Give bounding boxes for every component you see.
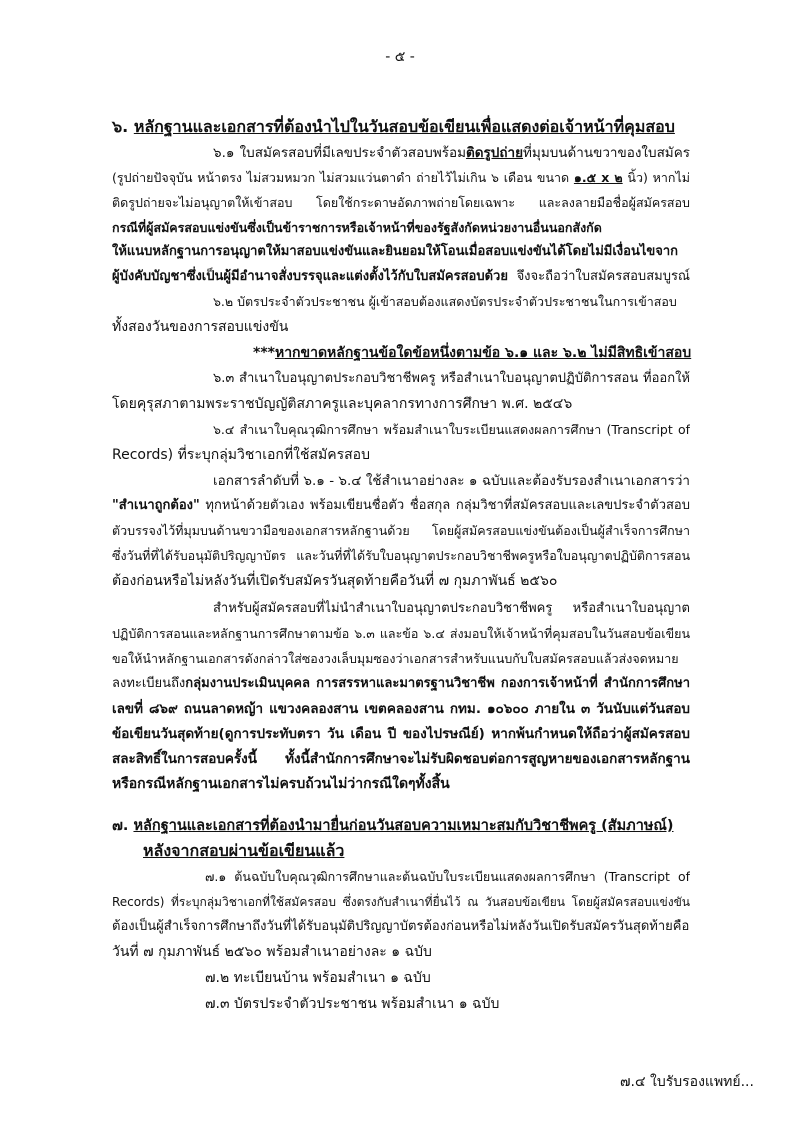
emphasized-text: "สำเนาถูกต้อง" xyxy=(112,498,200,513)
text-segment: นิ้ว) หากไม่ xyxy=(622,170,690,185)
text-line xyxy=(205,865,690,889)
continuation-footer: ๗.๔ ใบรับรองแพทย์... xyxy=(620,1074,754,1090)
text-segment: Records) ที่ระบุกลุ่มวิชาเอกที่ใช้สมัครสอบ ซึ่งตรงกับสำเนาที่ยื่นไว้ ณ วันสอบข้อเขียน โดยผู้สมัครสอบแข่งขัน xyxy=(112,895,690,909)
emphasized-text: หลังจากสอบผ่านข้อเขียนแล้ว xyxy=(143,841,345,860)
emphasized-text: ๖. xyxy=(112,117,134,136)
text-line xyxy=(112,544,690,568)
text-line xyxy=(213,418,690,442)
text-line xyxy=(112,494,690,518)
emphasized-text: กลุ่มงานประเมินบุคคล การสรรหาและมาตรฐานวิชาชีพ กองการเจ้าหน้าที่ สำนักการศึกษา xyxy=(185,676,690,691)
section-heading-line xyxy=(112,115,690,139)
text-segment: ต้องก่อนหรือไม่หลังวันที่เปิดรับสมัครวันสุดท้ายคือวันที่ ๗ กุมภาพันธ์ ๒๕๖๐ xyxy=(112,573,558,589)
text-line xyxy=(112,191,690,215)
text-segment: ๖.๔ สำเนาใบคุณวุฒิการศึกษา พร้อมสำเนาใบระเบียนแสดงผลการศึกษา (Transcript of xyxy=(213,422,690,437)
text-line xyxy=(112,519,690,543)
text-line xyxy=(112,915,690,939)
emphasized-text: หากขาดหลักฐานข้อใดข้อหนึ่งตามข้อ ๖.๑ และ ๖.๒ ไม่มีสิทธิเข้าสอบ xyxy=(274,345,692,361)
text-segment: ๖.๒ บัตรประจำตัวประชาชน ผู้เข้าสอบต้องแสดงบัตรประจำตัวประชาชนในการเข้าสอบ xyxy=(213,294,677,309)
text-line xyxy=(112,315,690,339)
text-line xyxy=(112,672,690,696)
text-line xyxy=(213,290,690,314)
text-line xyxy=(112,647,690,671)
text-line xyxy=(205,966,690,990)
emphasized-text: สละสิทธิ์ในการสอบครั้งนี้ ทั้งนี้สำนักการศึกษาจะไม่รับผิดชอบต่อการสูญหายของเอกสารหลักฐาน xyxy=(112,751,690,767)
text-line xyxy=(112,443,690,467)
emphasized-text: ๑.๕ x ๒ xyxy=(573,170,623,185)
text-segment: เอกสารลำดับที่ ๖.๑ - ๖.๔ ใช้สำเนาอย่างละ ๑ ฉบับและต้องรับรองสำเนาเอกสารว่า xyxy=(213,473,690,489)
text-segment: ซึ่งวันที่ที่ได้รับอนุมัติปริญญาบัตร และวันที่ที่ได้รับใบอนุญาตประกอบวิชาชีพครูหรือใบอนุญาตปฏิบัติการสอน xyxy=(112,548,690,563)
page-number: - ๕ - xyxy=(385,49,415,65)
text-segment: ทั้งสองวันของการสอบแข่งขัน xyxy=(112,319,289,335)
text-segment: ๗.๓ บัตรประจำตัวประชาชน พร้อมสำเนา ๑ ฉบับ xyxy=(205,996,500,1012)
text-line xyxy=(213,367,690,391)
emphasized-text: หรือกรณีหลักฐานเอกสารไม่ครบถ้วนไม่ว่ากรณีใดๆทั้งสิ้น xyxy=(112,776,450,792)
text-line xyxy=(253,341,690,365)
text-segment: ๗.๒ ทะเบียนบ้าน พร้อมสำเนา ๑ ฉบับ xyxy=(205,970,431,986)
text-segment: ตัวบรรจงไว้ที่มุมบนด้านขวามือของเอกสารหลักฐานด้วย โดยผู้สมัครสอบแข่งขันต้องเป็นผู้สำเร็จการศึกษา xyxy=(112,523,690,538)
text-line xyxy=(112,166,690,190)
text-line xyxy=(112,940,690,964)
text-segment: ติดรูปถ่ายจะไม่อนุญาตให้เข้าสอบ โดยใช้กระดาษอัดภาพถ่ายโดยเฉพาะ และลงลายมือชื่อผู้สมัครสอบ xyxy=(112,195,690,210)
text-segment: ต้องเป็นผู้สำเร็จการศึกษาถึงวันที่ได้รับอนุมัติปริญญาบัตรต้องก่อนหรือไม่หลังวันเปิดรับสมัครวันสุดท้ายคือ xyxy=(112,919,690,934)
text-segment: ๖.๑ ใบสมัครสอบที่มีเลขประจำตัวสอบพร้อม xyxy=(213,145,466,161)
text-segment: จึงจะถือว่าใบสมัครสอบสมบูรณ์ xyxy=(507,269,690,284)
emphasized-text: กรณีที่ผู้สมัครสอบแข่งขันซึ่งเป็นข้าราชการหรือเจ้าหน้าที่ของรัฐสังกัดหน่วยงานอื่นนอกสังกัด xyxy=(112,220,602,235)
text-line xyxy=(112,772,690,796)
emphasized-text: ติดรูปถ่าย xyxy=(465,145,524,161)
text-line xyxy=(213,469,690,493)
text-segment: สำหรับผู้สมัครสอบที่ไม่นำสำเนาใบอนุญาตประกอบวิชาชีพครู หรือสำเนาใบอนุญาต xyxy=(213,601,690,616)
text-line xyxy=(112,240,690,264)
text-segment: ทุกหน้าด้วยตัวเอง พร้อมเขียนชื่อตัว ชื่อสกุล กลุ่มวิชาที่สมัครสอบและเลขประจำตัวสอบ xyxy=(199,498,690,513)
emphasized-text: เลขที่ ๘๖๙ ถนนลาดหญ้า แขวงคลองสาน เขตคลองสาน กทม. ๑๐๖๐๐ ภายใน ๓ วันนับแต่วันสอบ xyxy=(112,701,690,717)
text-line xyxy=(205,992,690,1016)
text-line xyxy=(112,265,690,289)
emphasized-text: *** xyxy=(253,345,275,361)
text-segment: ๖.๓ สำเนาใบอนุญาตประกอบวิชาชีพครู หรือสำเนาใบอนุญาตปฏิบัติการสอน ที่ออกให้ xyxy=(213,371,690,386)
text-line xyxy=(112,569,690,593)
emphasized-text: หลักฐานและเอกสารที่ต้องนำไปในวันสอบข้อเขียนเพื่อแสดงต่อเจ้าหน้าที่คุมสอบ xyxy=(133,117,675,136)
text-segment: ๗.๑ ต้นฉบับใบคุณวุฒิการศึกษาและต้นฉบับใบระเบียนแสดงผลการศึกษา (Transcript of xyxy=(205,869,690,884)
text-segment: ขอให้นำหลักฐานเอกสารดังกล่าวใส่ซองวงเล็บมุมซองว่าเอกสารสำหรับแนบกับใบสมัครสอบแล้วส่งจดหมาย xyxy=(112,651,679,666)
text-segment: ปฏิบัติการสอนและหลักฐานการศึกษาตามข้อ ๖.๓ และข้อ ๖.๔ ส่งมอบให้เจ้าหน้าที่คุมสอบในวันสอบข้อเขียน xyxy=(112,626,690,641)
emphasized-text: ให้แนบหลักฐานการอนุญาตให้มาสอบแข่งขันและยินยอมให้โอนเมื่อสอบแข่งขันได้โดยไม่มีเงื่อนไขจาก xyxy=(112,244,679,259)
text-segment: Records) ที่ระบุกลุ่มวิชาเอกที่ใช้สมัครสอบ xyxy=(112,447,370,463)
emphasized-text: ๗. xyxy=(112,818,134,834)
text-line xyxy=(213,141,690,165)
text-line xyxy=(112,697,690,721)
emphasized-text: ข้อเขียนวันสุดท้าย(ดูการประทับตรา วัน เดือน ปี ของไปรษณีย์) หากพ้นกำหนดให้ถือว่าผู้สมัครสอบ xyxy=(112,726,690,742)
text-segment: ที่มุมบนด้านขวาของใบสมัคร xyxy=(523,145,690,161)
section-heading-line xyxy=(143,839,690,863)
text-line xyxy=(112,890,690,914)
text-segment: โดยคุรุสภาตามพระราชบัญญัติสภาครูและบุคลากรทางการศึกษา พ.ศ. ๒๕๔๖ xyxy=(112,396,573,412)
text-line xyxy=(112,747,690,771)
section-heading-line xyxy=(112,814,690,838)
emphasized-text: ผู้บังคับบัญชาซึ่งเป็นผู้มีอำนาจสั่งบรรจุและแต่งตั้งไว้กับใบสมัครสอบด้วย xyxy=(112,269,508,284)
text-segment: วันที่ ๗ กุมภาพันธ์ ๒๕๖๐ พร้อมสำเนาอย่างละ ๑ ฉบับ xyxy=(112,944,432,960)
emphasized-text: หลักฐานและเอกสารที่ต้องนำมายื่นก่อนวันสอบความเหมาะสมกับวิชาชีพครู (สัมภาษณ์) xyxy=(133,818,674,834)
text-line xyxy=(112,392,690,416)
text-line xyxy=(112,622,690,646)
text-line xyxy=(213,597,690,621)
text-segment: (รูปถ่ายปัจจุบัน หน้าตรง ไม่สวมหมวก ไม่สวมแว่นตาดำ ถ่ายไว้ไม่เกิน ๖ เดือน ขนาด xyxy=(112,170,574,185)
text-line xyxy=(112,722,690,746)
text-segment: ลงทะเบียนถึง xyxy=(112,676,186,691)
text-line xyxy=(112,216,690,240)
